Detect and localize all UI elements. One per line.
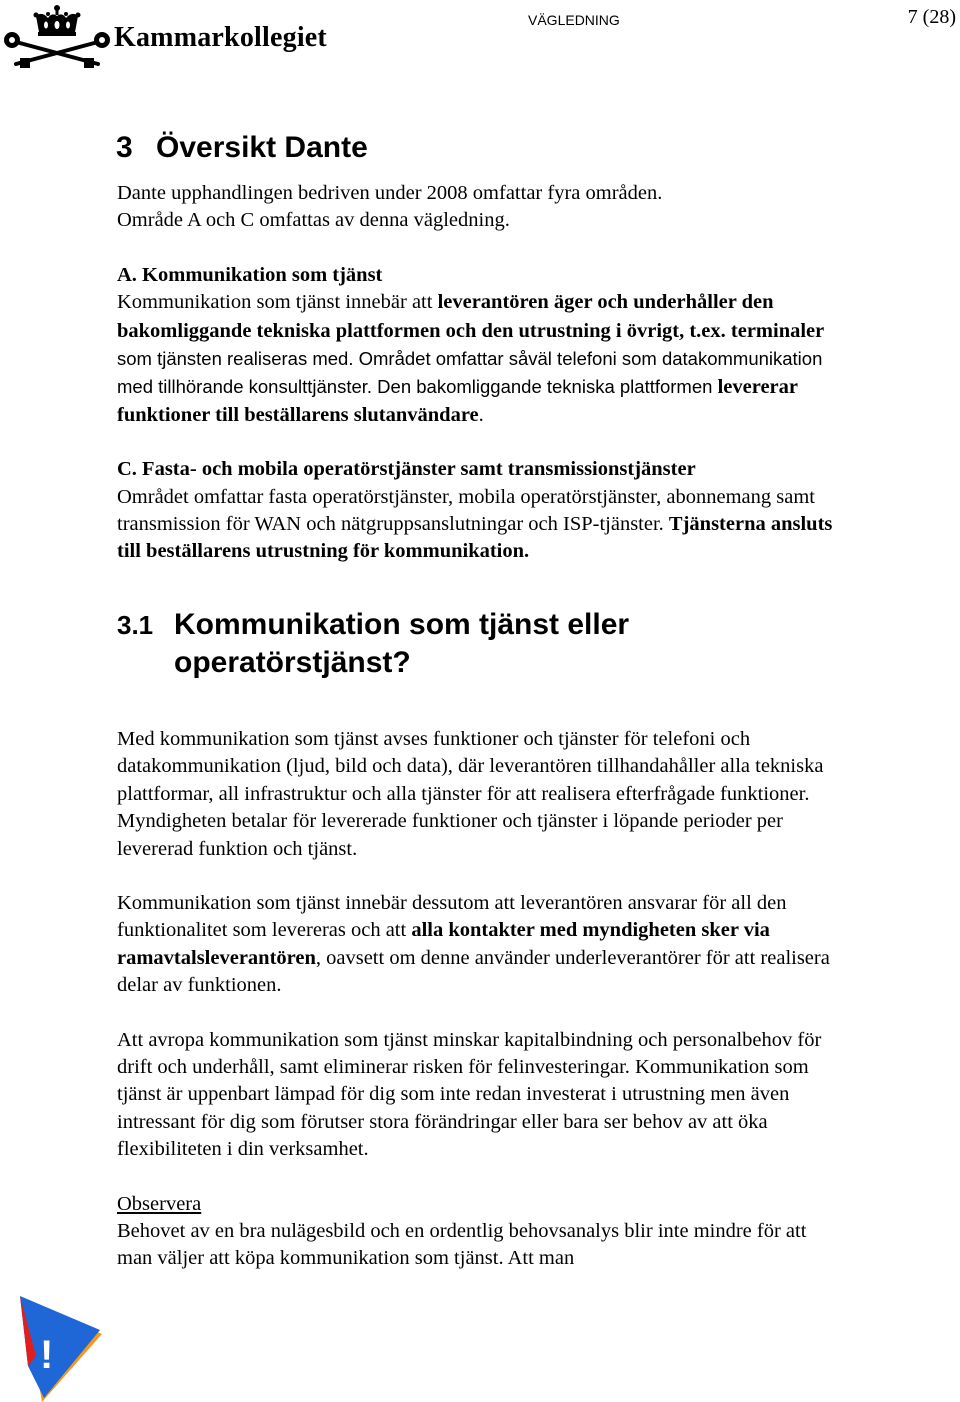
intro-line-1: Dante upphandlingen bedriven under 2008 omfattar fyra områden. — [117, 182, 663, 204]
crown-keys-logo-icon — [2, 2, 112, 70]
brand-name: Kammarkollegiet — [114, 22, 327, 53]
warning-icon — [10, 1294, 106, 1402]
section-title: Översikt Dante — [156, 131, 368, 164]
paragraph-2-bold: alla kontakter med myndigheten sker via ramavtalsleverantören — [117, 919, 770, 969]
area-a-text-2: som tjänsten realiseras med. Området omfattar såväl telefoni som datakommunikation med tillhörande konsulttjänster. Den bakomliggande tekniska plattformen — [117, 348, 823, 398]
document-body — [117, 130, 837, 1273]
subsection-title-line-1: Kommunikation som tjänst eller — [174, 607, 630, 641]
document-type: VÄGLEDNING — [528, 12, 620, 28]
area-c-block — [117, 456, 837, 566]
paragraph-2-text-2: , oavsett om denne använder underleverantörer för att realisera delar av funktionen. — [117, 946, 830, 997]
section-number: 3 — [116, 131, 133, 164]
paragraph-1: Med kommunikation som tjänst avses funktioner och tjänster för telefoni och datakommunikation (ljud, bild och data), där leverantören tillhandahåller alla tekniska plattformar, all infrastruktur och alla tjänster för att realisera efterfrågade funktioner. Myndigheten betalar för levererade funktioner och tjänster i löpande perioder per levererad funktion och tjänst. — [117, 727, 824, 860]
intro-line-2: Område A och C omfattas av denna vägledning. — [117, 209, 510, 232]
area-a-heading: A. Kommunikation som tjänst — [117, 263, 383, 286]
paragraph-2-text-1: Kommunikation som tjänst innebär dessutom att leverantören ansvarar för all den funktionalitet som levereras och att — [117, 891, 787, 942]
area-c-text-1: Området omfattar fasta operatörstjänster, mobila operatörstjänster, abonnemang samt transmission för WAN och nätgruppsanslutningar och ISP-tjänster. — [117, 485, 815, 536]
section-heading-3-1 — [117, 606, 837, 682]
intro-paragraph — [117, 180, 837, 235]
subsection-title — [174, 606, 629, 682]
observe-block — [117, 1191, 837, 1273]
area-c-bold-1: Tjänsterna ansluts till beställarens utrustning för kommunikation. — [117, 513, 833, 563]
observe-text: Behovet av en bra nulägesbild och en ordentlig behovsanalys blir inte mindre för att man väljer att köpa kommunikation som tjänst. Att man — [117, 1219, 807, 1270]
area-a-block — [117, 262, 837, 429]
paragraph-3: Att avropa kommunikation som tjänst minskar kapitalbindning och personalbehov för drift och underhåll, samt eliminerar risken för felinvesteringar. Kommunikation som tjänst är uppenbart lämpad för dig som inte redan investerat i utrustning men även intressant för dig som förutser stora förändringar eller bara ser behov av att öka flexibiliteten i din verksamhet. — [117, 1028, 822, 1161]
warning-glyph: ! — [40, 1333, 54, 1377]
page-number: 7 (28) — [907, 6, 956, 28]
paragraph-2 — [117, 890, 837, 1000]
subsection-number: 3.1 — [117, 609, 154, 640]
observe-title: Observera — [117, 1192, 202, 1215]
area-a-text-3: . — [478, 403, 484, 426]
area-a-bold-1: leverantören äger och underhåller den bakomliggande tekniska plattformen och den utrustning i övrigt, t.ex. terminaler — [117, 291, 825, 342]
subsection-title-line-2: operatörstjänst? — [174, 645, 411, 679]
area-a-text-1: Kommunikation som tjänst innebär att — [117, 291, 438, 314]
area-a-bold-2: levererar funktioner till beställarens slutanvändare — [117, 376, 798, 426]
area-c-heading: C. Fasta- och mobila operatörstjänster samt transmissionstjänster — [117, 458, 696, 481]
section-heading-3 — [116, 130, 837, 166]
